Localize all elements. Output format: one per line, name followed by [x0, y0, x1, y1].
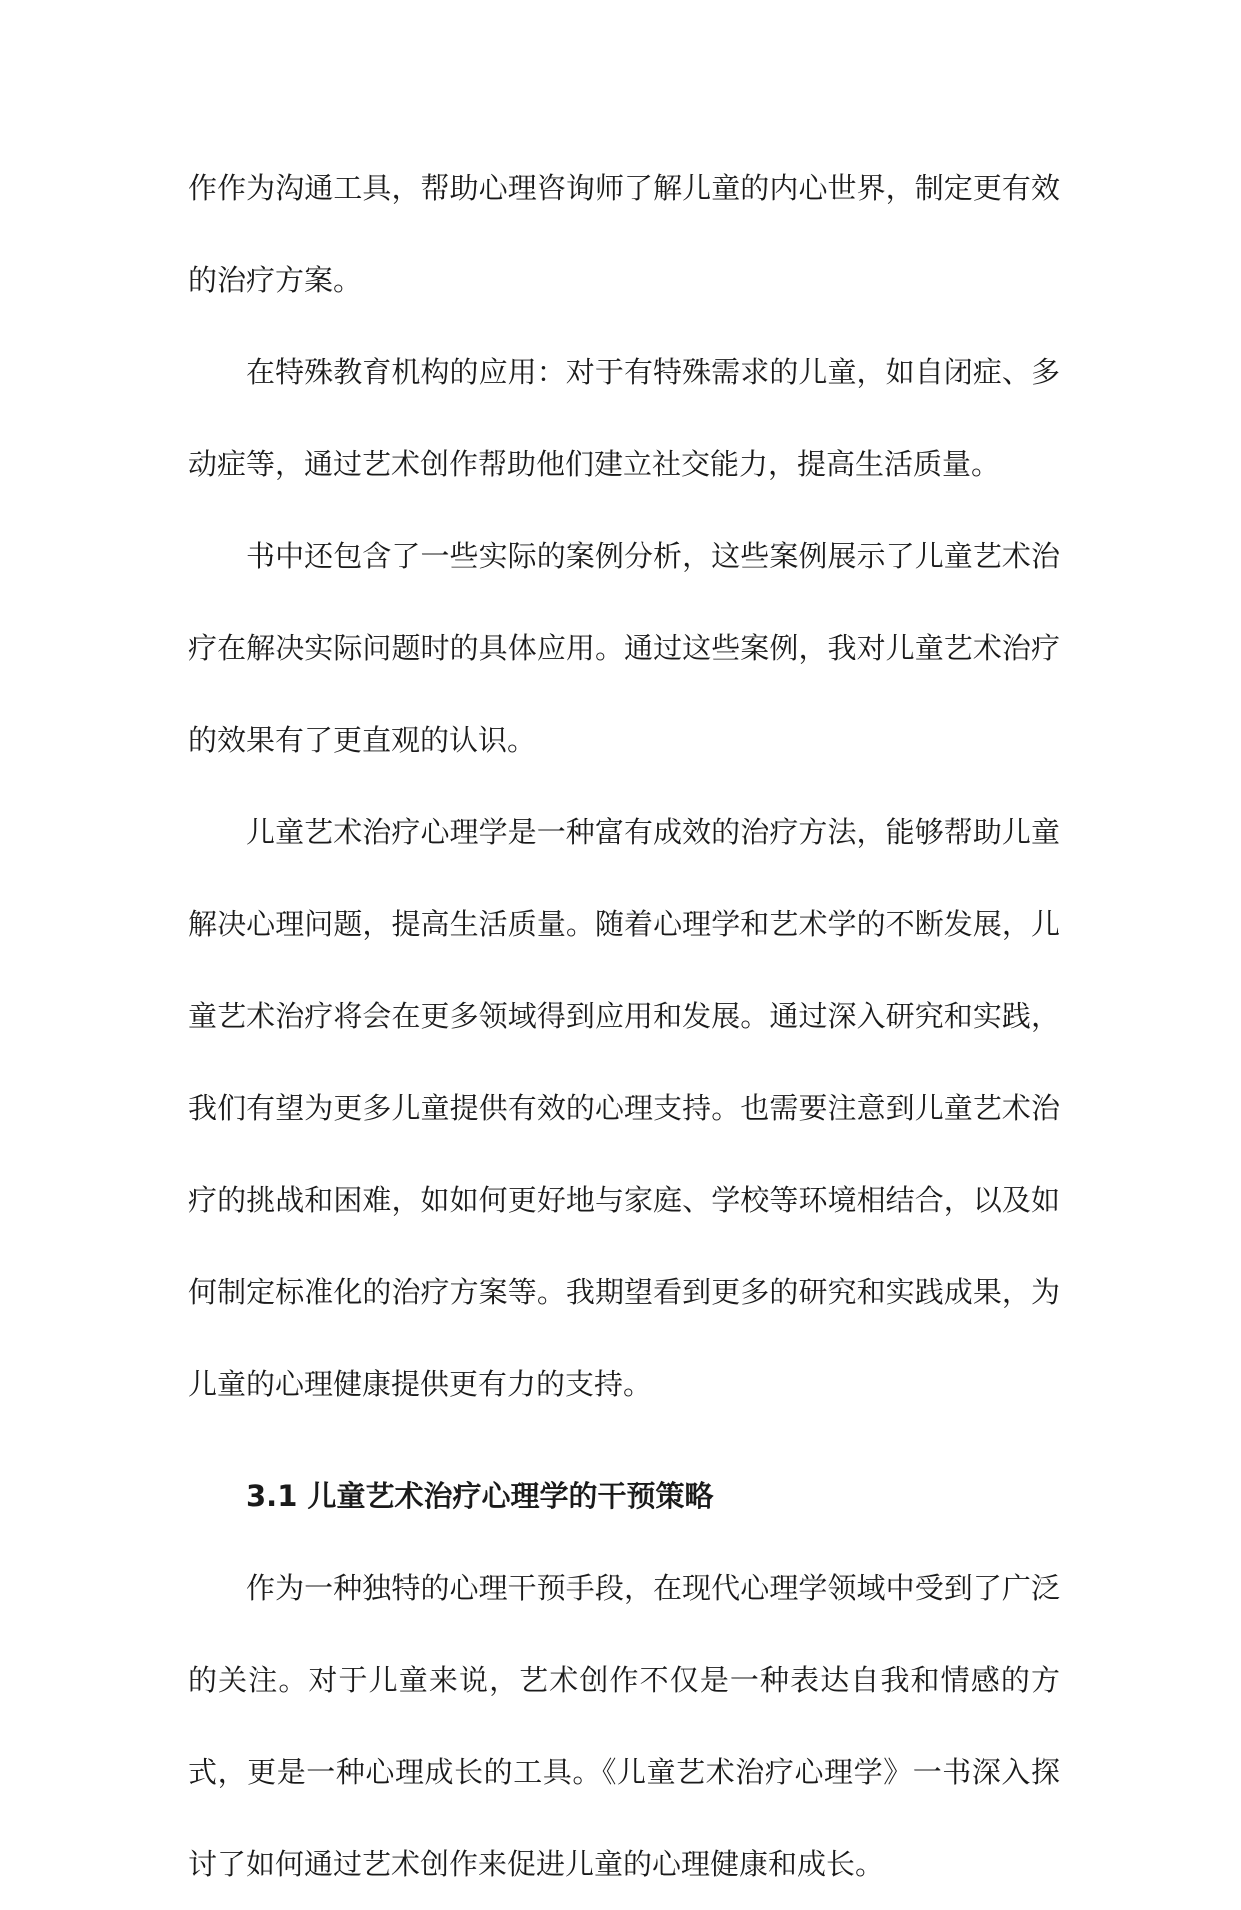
paragraph-continuation: 作作为沟通工具，帮助心理咨询师了解儿童的内心世界，制定更有效的治疗方案。	[188, 171, 1060, 297]
section-heading: 3.1 儿童艺术治疗心理学的干预策略	[246, 1479, 714, 1513]
paragraph-case-analysis: 书中还包含了一些实际的案例分析，这些案例展示了儿童艺术治疗在解决实际问题时的具体应用。通过这些案例，我对儿童艺术治疗的效果有了更直观的认识。	[188, 539, 1060, 757]
paragraph-conclusion: 儿童艺术治疗心理学是一种富有成效的治疗方法，能够帮助儿童解决心理问题，提高生活质量。随着心理学和艺术学的不断发展，儿童艺术治疗将会在更多领域得到应用和发展。通过深入研究和实践，我们有望为更多儿童提供有效的心理支持。也需要注意到儿童艺术治疗的挑战和困难，如如何更好地与家庭、学校等环境相结合，以及如何制定标准化的治疗方案等。我期望看到更多的研究和实践成果，为儿童的心理健康提供更有力的支持。	[188, 815, 1060, 1401]
paragraph-intervention-intro: 作为一种独特的心理干预手段，在现代心理学领域中受到了广泛的关注。对于儿童来说，艺术创作不仅是一种表达自我和情感的方式，更是一种心理成长的工具。《儿童艺术治疗心理学》一书深入探讨了如何通过艺术创作来促进儿童的心理健康和成长。	[188, 1571, 1060, 1881]
document-body	[188, 142, 1060, 1910]
paragraph-special-education: 在特殊教育机构的应用：对于有特殊需求的儿童，如自闭症、多动症等，通过艺术创作帮助他们建立社交能力，提高生活质量。	[188, 355, 1060, 481]
